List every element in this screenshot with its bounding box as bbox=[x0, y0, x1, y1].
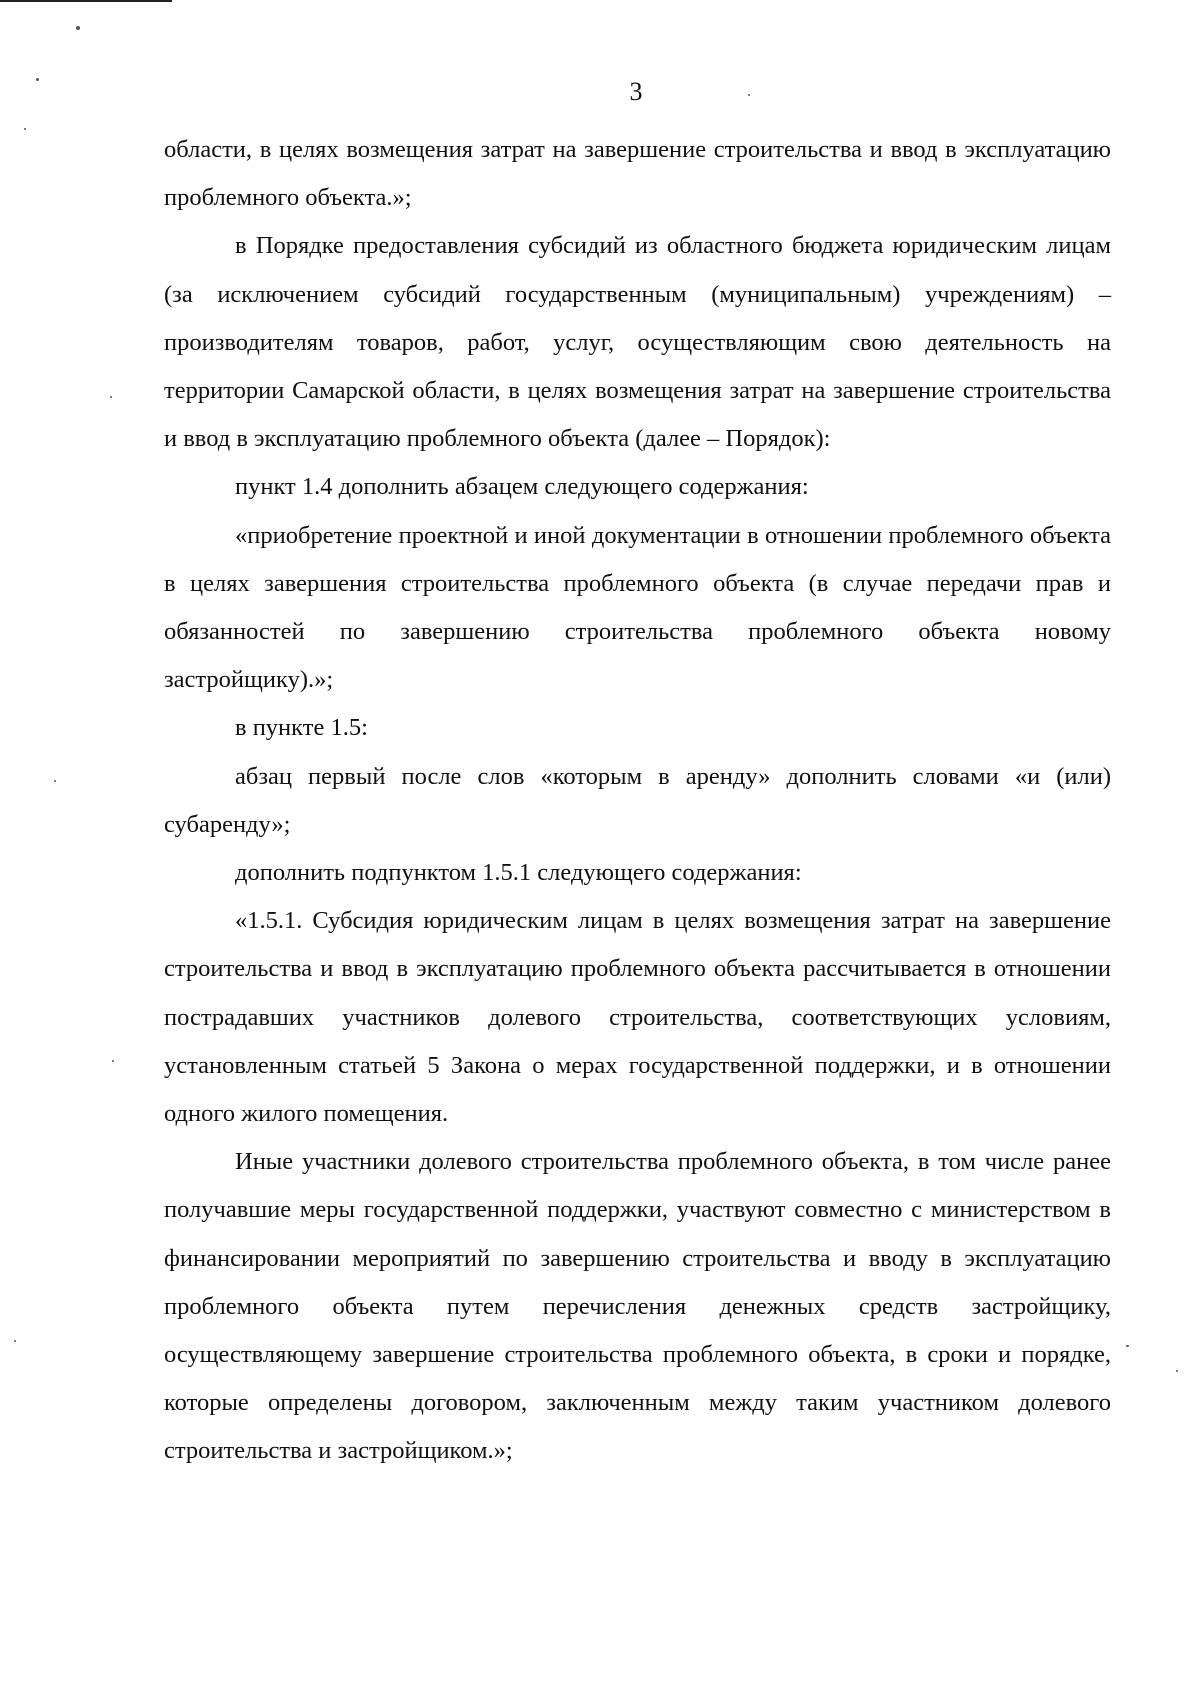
page-number: 3 bbox=[629, 77, 643, 106]
paragraph: абзац первый после слов «которым в аренду» дополнить словами «и (или) субаренду»; bbox=[164, 762, 1111, 838]
paragraph: «приобретение проектной и иной документации в отношении проблемного объекта в целях завершения строительства проблемного объекта (в случае передачи прав и обязанностей по завершению строительства проблемного объекта новому застройщику).»; bbox=[164, 521, 1111, 694]
paragraph: дополнить подпунктом 1.5.1 следующего содержания: bbox=[235, 859, 802, 887]
scan-speck bbox=[112, 1060, 114, 1062]
paragraph: в пункте 1.5: bbox=[235, 714, 368, 742]
scan-speck bbox=[14, 1340, 16, 1342]
scan-speck bbox=[76, 26, 80, 30]
scan-edge-line bbox=[0, 0, 172, 2]
scan-speck bbox=[1126, 1345, 1129, 1347]
paragraph: Иные участники долевого строительства проблемного объекта, в том числе ранее получавшие меры государственной поддержки, участвуют совместно с министерством в финансировании мероприятий по завершению строительства и вводу в эксплуатацию проблемного объекта путем перечисления денежных средств застройщику, осуществляющему завершение строительства проблемного объекта, в сроки и порядке, которые определены договором, заключенным между таким участником долевого строительства и застройщиком.»; bbox=[164, 1148, 1111, 1465]
paragraph: «1.5.1. Субсидия юридическим лицам в целях возмещения затрат на завершение строительства и ввод в эксплуатацию проблемного объекта рассчитывается в отношении пострадавших участников долевого строительства, соответствующих условиям, установленным статьей 5 Закона о мерах государственной поддержки, и в отношении одного жилого помещения. bbox=[164, 907, 1111, 1128]
document-body bbox=[164, 126, 1111, 1476]
scan-speck bbox=[1176, 1370, 1178, 1372]
scan-speck bbox=[54, 780, 56, 782]
scan-speck bbox=[110, 396, 112, 398]
paragraph: пункт 1.4 дополнить абзацем следующего содержания: bbox=[235, 473, 809, 501]
scan-speck bbox=[24, 128, 26, 130]
paragraph: в Порядке предоставления субсидий из областного бюджета юридическим лицам (за исключением субсидий государственным (муниципальным) учреждениям) – производителям товаров, работ, услуг, осуществляющим свою деятельность на территории Самарской области, в целях возмещения затрат на завершение строительства и ввод в эксплуатацию проблемного объекта (далее – Порядок): bbox=[164, 232, 1111, 453]
paragraph: области, в целях возмещения затрат на завершение строительства и ввод в эксплуатацию проблемного объекта.»; bbox=[164, 136, 1111, 212]
